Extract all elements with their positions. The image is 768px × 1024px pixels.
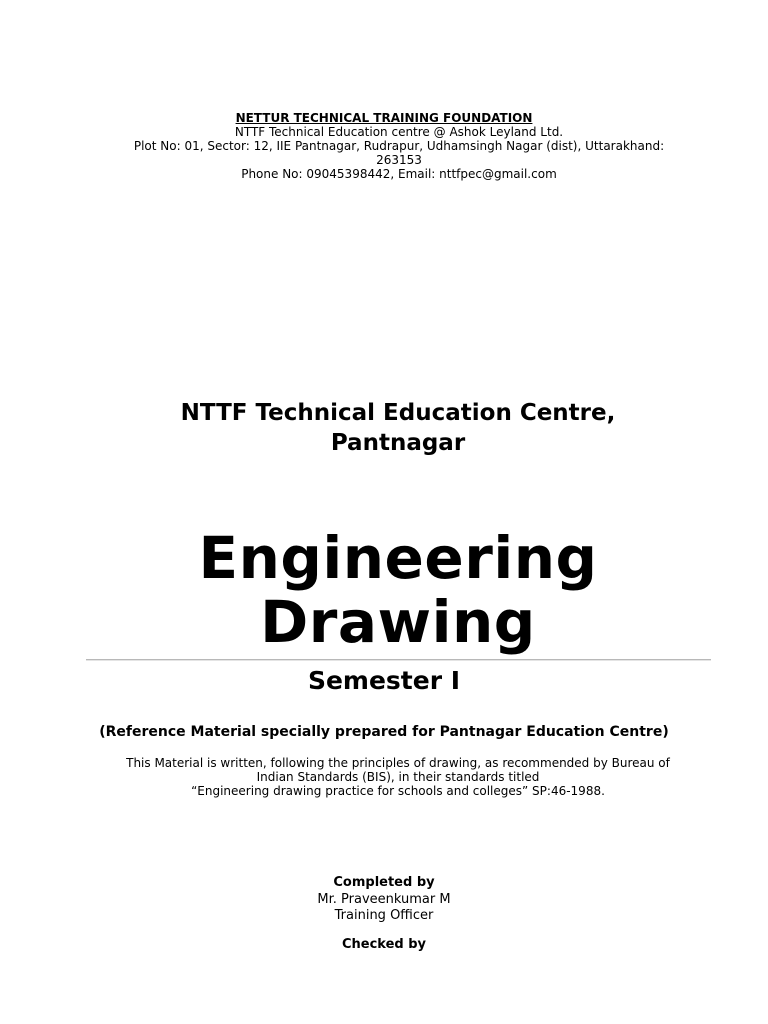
semester-label: Semester I — [307, 666, 461, 695]
title-divider — [86, 659, 711, 661]
address-line: Plot No: 01, Sector: 12, IIE Pantnagar, Rudrapur, Udhamsingh Nagar (dist), Uttarakhand: — [133, 139, 665, 153]
centre-title-line2: Pantnagar — [330, 430, 466, 456]
document-title — [150, 526, 646, 654]
pincode-line: 263153 — [376, 153, 422, 167]
checked-by-label: Checked by — [341, 937, 427, 952]
centre-title-line1: NTTF Technical Education Centre, — [180, 400, 616, 426]
centre-line: NTTF Technical Education centre @ Ashok Leyland Ltd. — [234, 125, 564, 139]
document-title-line2: Drawing — [260, 588, 536, 656]
material-note-line2: Indian Standards (BIS), in their standards titled — [256, 770, 540, 784]
material-note-line1: This Material is written, following the principles of drawing, as recommended by Bureau of — [126, 756, 670, 770]
completed-by-label: Completed by — [333, 875, 435, 890]
organization-details — [104, 125, 694, 181]
completed-by-role: Training Officer — [334, 908, 434, 923]
material-note — [96, 756, 700, 798]
contact-line: Phone No: 09045398442, Email: nttfpec@gmail.com — [241, 167, 557, 181]
reference-note: (Reference Material specially prepared for Pantnagar Education Centre) — [99, 724, 669, 740]
centre-title — [130, 398, 666, 458]
material-note-line3: “Engineering drawing practice for schools and colleges” SP:46-1988. — [191, 784, 605, 798]
completed-by-name: Mr. Praveenkumar M — [317, 892, 451, 907]
document-title-line1: Engineering — [198, 524, 598, 592]
organization-name: NETTUR TECHNICAL TRAINING FOUNDATION — [235, 111, 533, 125]
